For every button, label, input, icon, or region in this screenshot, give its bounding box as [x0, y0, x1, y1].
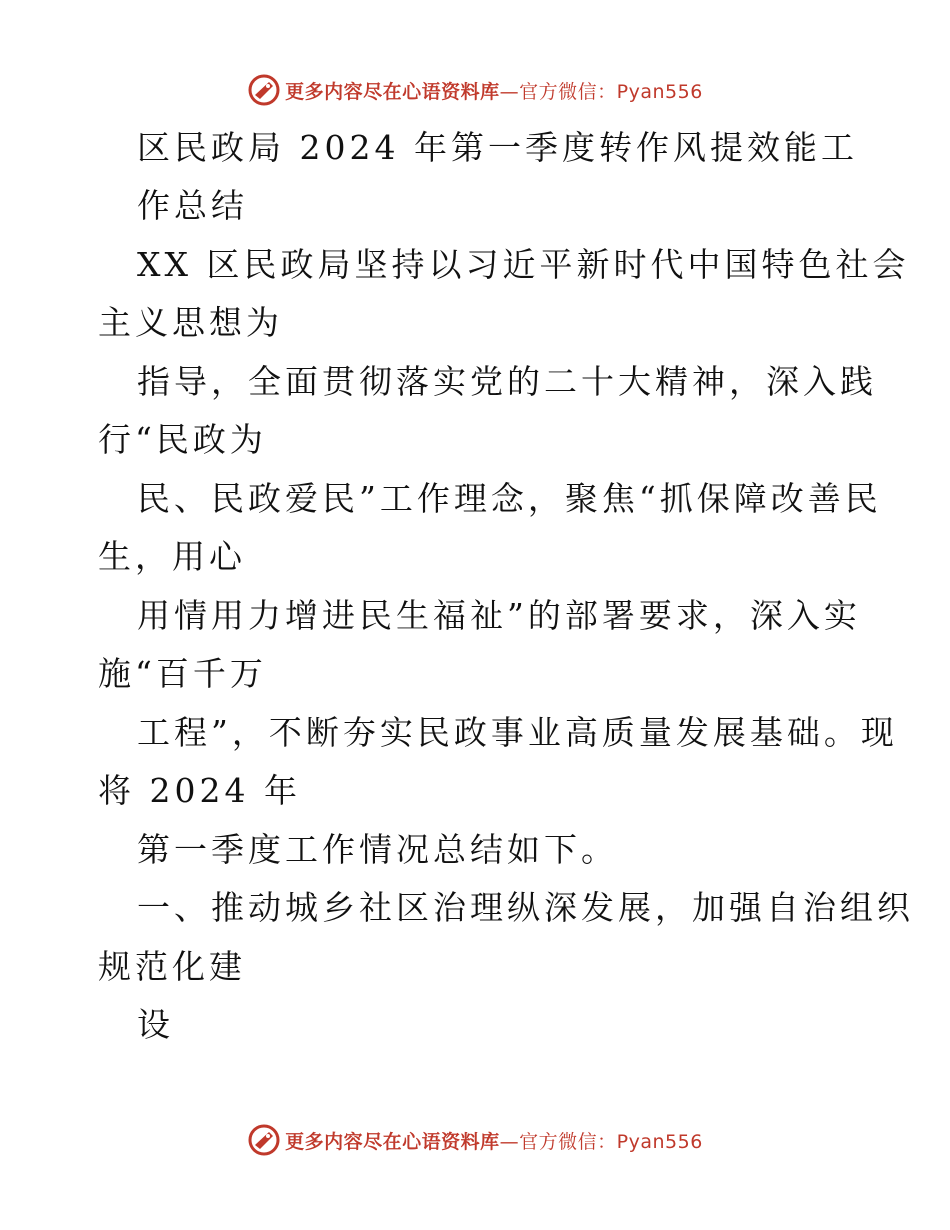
- watermark-site-text: 更多内容尽在心语资料库: [285, 1130, 500, 1153]
- watermark-wechat-text: 官方微信：Pyan556: [519, 1130, 703, 1153]
- section-heading-line: 规范化建: [98, 947, 246, 986]
- document-title-line-1: 区民政局 2024 年第一季度转作风提效能工: [137, 128, 858, 167]
- document-title-line-2: 作总结: [137, 186, 248, 225]
- watermark-dash: —: [499, 1130, 520, 1153]
- section-heading-line: 设: [137, 1005, 174, 1044]
- paragraph-line: XX 区民政局坚持以习近平新时代中国特色社会: [137, 245, 910, 284]
- watermark-banner-bottom: [0, 1120, 950, 1160]
- paragraph-line: 第一季度工作情况总结如下。: [137, 830, 618, 869]
- paragraph-line: 行“民政为: [98, 420, 267, 459]
- watermark-wechat-text: 官方微信：Pyan556: [519, 80, 703, 103]
- paragraph-line: 工程”，不断夯实民政事业高质量发展基础。现: [137, 713, 898, 752]
- paragraph-line: 民、民政爱民”工作理念，聚焦“抓保障改善民: [137, 479, 882, 518]
- watermark-site-text: 更多内容尽在心语资料库: [285, 80, 500, 103]
- paragraph-line: 指导，全面贯彻落实党的二十大精神，深入践: [137, 362, 877, 401]
- paragraph-line: 施“百千万: [98, 654, 267, 693]
- watermark-dash: —: [499, 80, 520, 103]
- paragraph-line: 主义思想为: [98, 303, 283, 342]
- paragraph-line: 用情用力增进民生福祉”的部署要求，深入实: [137, 596, 861, 635]
- paragraph-line: 生，用心: [98, 537, 246, 576]
- paragraph-line: 将 2024 年: [98, 771, 301, 810]
- watermark-text: [285, 1127, 703, 1154]
- section-heading-line: 一、推动城乡社区治理纵深发展，加强自治组织: [137, 888, 914, 927]
- pen-nib-circle-icon: [247, 1123, 281, 1157]
